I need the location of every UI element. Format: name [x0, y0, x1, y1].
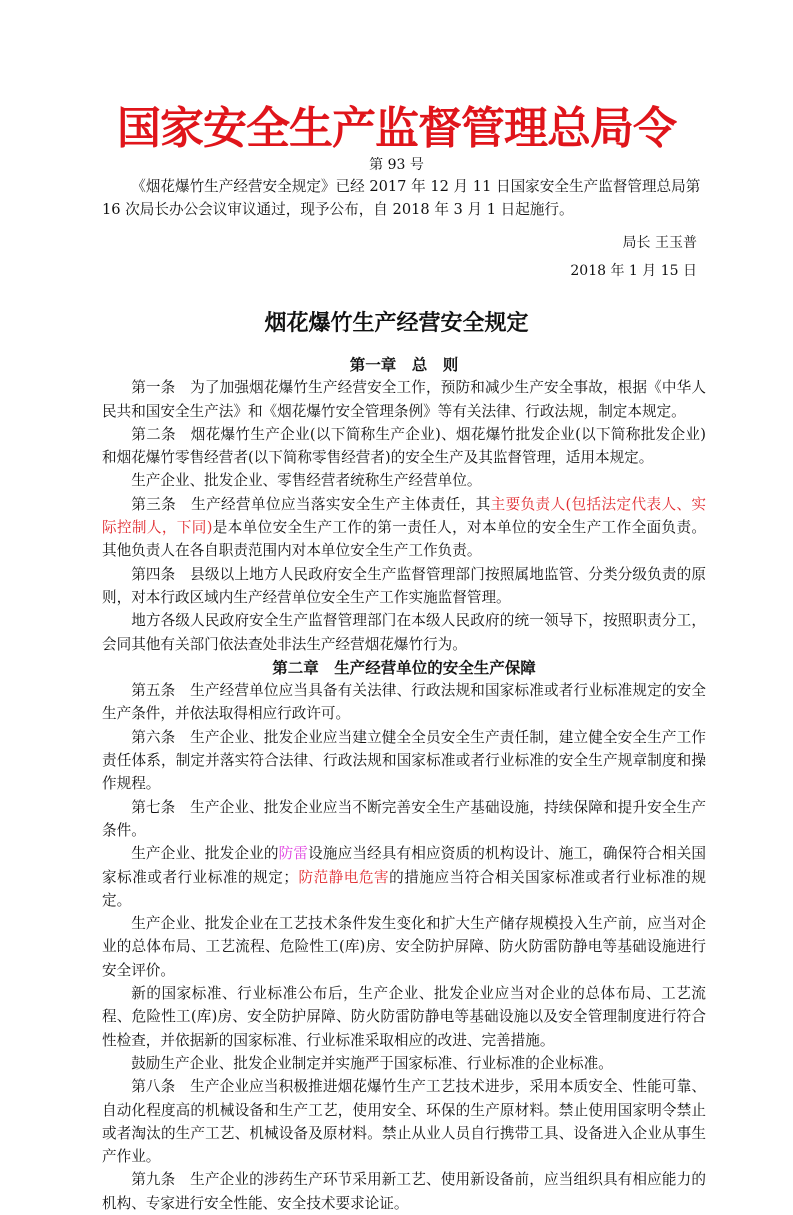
- signatory: 局长 王玉普: [622, 235, 697, 251]
- article-paragraph: [102, 982, 706, 1052]
- highlighted-text: 防范静电危害: [297, 868, 390, 886]
- text-segment: 第三条 生产经营单位应当落实安全生产主体责任，其: [131, 495, 491, 513]
- text-segment: 生产企业、批发企业在工艺技术条件发生变化和扩大生产储存规模投入生产前，应当对企业的总体布局、工艺流程、危险性工(库)房、安全防护屏障、防火防雷防静电等基础设施进行安全评价。: [102, 915, 706, 979]
- document-number: 第 93 号: [369, 157, 424, 173]
- highlighted-text: 主要负责人(包括法定代表人、实际控制人，下同): [102, 495, 706, 537]
- article-paragraph: [102, 563, 706, 610]
- text-segment: 第五条 生产经营单位应当具备有关法律、行政法规和国家标准或者行业标准规定的安全生产条件，并依法取得相应行政许可。: [102, 682, 706, 723]
- article-paragraph: [102, 423, 706, 470]
- text-segment: 的措施应当符合相关国家标准或者行业标准的规定。: [102, 868, 706, 909]
- article-paragraph: [102, 469, 706, 492]
- text-segment: 第六条 生产企业、批发企业应当建立健全全员安全生产责任制，建立健全安全生产工作责任体系，制定并落实符合法律、行政法规和国家标准或者行业标准的安全生产规章制度和操作规程。: [102, 728, 706, 793]
- article-paragraph: [102, 609, 706, 656]
- regulation-title: 烟花爆竹生产经营安全规定: [264, 310, 529, 336]
- article-paragraph: [102, 1052, 706, 1075]
- signature-date: 2018 年 1 月 15 日: [570, 263, 697, 279]
- article-paragraph: [102, 912, 706, 982]
- text-segment: 第八条 生产企业应当积极推进烟花爆竹生产工艺技术进步，采用本质安全、性能可靠、自动化程度高的机械设备和生产工艺，使用安全、环保的生产原材料。禁止使用国家明令禁止或者淘汰的生产工艺、机械设备及原材料。禁止从业人员自行携带工具、设备进入企业从事生产作业。: [102, 1078, 706, 1166]
- article-paragraph: [102, 376, 706, 423]
- text-segment: 第一条 为了加强烟花爆竹生产经营安全工作，预防和减少生产安全事故，根据《中华人民共和国安全生产法》和《烟花爆竹安全管理条例》等有关法律、行政法规，制定本规定。: [102, 379, 706, 420]
- article-paragraph: [102, 1168, 706, 1215]
- article-paragraph: [102, 493, 706, 563]
- highlighted-text: 防雷: [278, 845, 309, 863]
- text-segment: 是本单位安全生产工作的第一责任人，对本单位的安全生产工作全面负责。其他负责人在各自职责范围内对本单位安全生产工作负责。: [102, 519, 706, 560]
- regulation-body: [102, 353, 706, 1215]
- text-segment: 地方各级人民政府安全生产监督管理部门在本级人民政府的统一领导下，按照职责分工，会同其他有关部门依法查处非法生产经营烟花爆竹行为。: [102, 612, 706, 653]
- text-segment: 第九条 生产企业的涉药生产环节采用新工艺、使用新设备前，应当组织具有相应能力的机构、专家进行安全性能、安全技术要求论证。: [102, 1171, 706, 1212]
- text-segment: 第七条 生产企业、批发企业应当不断完善安全生产基础设施，持续保障和提升安全生产条件。: [102, 798, 706, 839]
- article-paragraph: [102, 726, 706, 796]
- chapter-1-articles: [102, 376, 706, 656]
- article-paragraph: [102, 842, 706, 912]
- text-segment: 生产企业、批发企业的: [131, 845, 279, 863]
- chapter-heading: 第二章 生产经营单位的安全生产保障: [272, 657, 536, 677]
- text-segment: 鼓励生产企业、批发企业制定并实施严于国家标准、行业标准的企业标准。: [131, 1054, 613, 1072]
- decree-title: 国家安全生产监督管理总局令: [117, 103, 676, 154]
- text-segment: 设施应当经具有相应资质的机构设计、施工，确保符合相关国家标准或者行业标准的规定；: [102, 845, 706, 886]
- article-paragraph: [102, 796, 706, 843]
- chapter-2-articles: [102, 679, 706, 1215]
- text-segment: 第四条 县级以上地方人民政府安全生产监督管理部门按照属地监管、分类分级负责的原则，对本行政区域内生产经营单位安全生产工作实施监督管理。: [102, 565, 706, 606]
- chapter-heading: 第一章 总 则: [349, 355, 459, 374]
- article-paragraph: [102, 679, 706, 726]
- text-segment: 生产企业、批发企业、零售经营者统称生产经营单位。: [131, 472, 482, 490]
- text-segment: 新的国家标准、行业标准公布后，生产企业、批发企业应当对企业的总体布局、工艺流程、危险性工(库)房、安全防护屏障、防火防雷防静电等基础设施以及安全管理制度进行符合性检查，并依据新的国家标准、行业标准采取相应的改进、完善措施。: [102, 985, 706, 1049]
- text-segment: 第二条 烟花爆竹生产企业(以下简称生产企业)、烟花爆竹批发企业(以下简称批发企业)和烟花爆竹零售经营者(以下简称零售经营者)的安全生产及其监督管理，适用本规定。: [102, 425, 706, 467]
- preamble: 《烟花爆竹生产经营安全规定》已经 2017 年 12 月 11 日国家安全生产监督管理总局第 16 次局长办公会议审议通过，现予公布，自 2018 年 3 月 1 日起施行。: [102, 178, 701, 219]
